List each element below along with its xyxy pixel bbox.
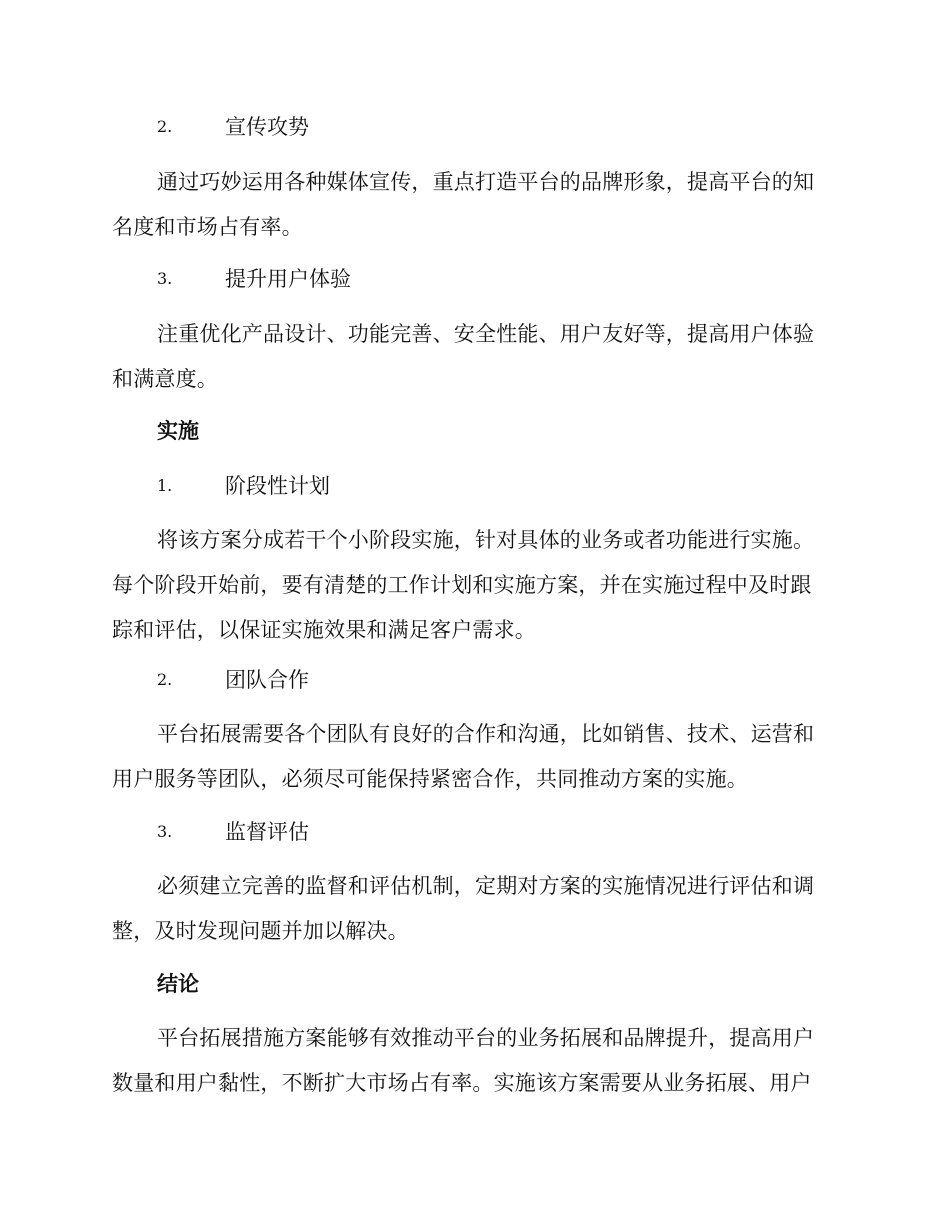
list-title: 阶段性计划: [225, 474, 330, 498]
paragraph-text: 平台拓展需要各个团队有良好的合作和沟通，比如销售、技术、运营和用户服务等团队，必须尽可能保持紧密合作，共同推动方案的实施。: [112, 722, 815, 791]
section-heading-implementation: 实施: [157, 418, 199, 443]
list-title: 团队合作: [225, 668, 309, 692]
list-item-publicity: [157, 112, 757, 142]
list-title: 宣传攻势: [225, 115, 309, 139]
paragraph-supervision: [112, 864, 832, 954]
list-number: 3.: [157, 269, 173, 288]
list-title: 监督评估: [225, 820, 309, 844]
paragraph-text: 将该方案分成若干个小阶段实施，针对具体的业务或者功能进行实施。每个阶段开始前，要有清楚的工作计划和实施方案，并在实施过程中及时跟踪和评估，以保证实施效果和满足客户需求。: [112, 528, 815, 642]
paragraph-text: 平台拓展措施方案能够有效推动平台的业务拓展和品牌提升，提高用户数量和用户黏性，不断扩大市场占有率。实施该方案需要从业务拓展、用户: [112, 1026, 815, 1095]
paragraph-text: 通过巧妙运用各种媒体宣传，重点打造平台的品牌形象，提高平台的知名度和市场占有率。: [112, 170, 815, 239]
paragraph-text: 必须建立完善的监督和评估机制，定期对方案的实施情况进行评估和调整，及时发现问题并加以解决。: [112, 874, 815, 943]
list-number: 2.: [157, 670, 173, 689]
list-number: 1.: [157, 476, 173, 495]
paragraph-user-experience: [112, 312, 832, 402]
list-item-supervision: [157, 817, 757, 847]
paragraph-publicity: [112, 160, 832, 250]
paragraph-phased-plan: [112, 518, 832, 653]
list-item-user-experience: [157, 264, 757, 294]
section-heading-conclusion: 结论: [157, 971, 199, 996]
paragraph-teamwork: [112, 712, 832, 802]
list-item-teamwork: [157, 665, 757, 695]
list-number: 3.: [157, 822, 173, 841]
list-item-phased-plan: [157, 471, 757, 501]
list-title: 提升用户体验: [225, 267, 351, 291]
list-number: 2.: [157, 117, 173, 136]
paragraph-text: 注重优化产品设计、功能完善、安全性能、用户友好等，提高用户体验和满意度。: [112, 322, 815, 391]
paragraph-conclusion: [112, 1016, 832, 1106]
